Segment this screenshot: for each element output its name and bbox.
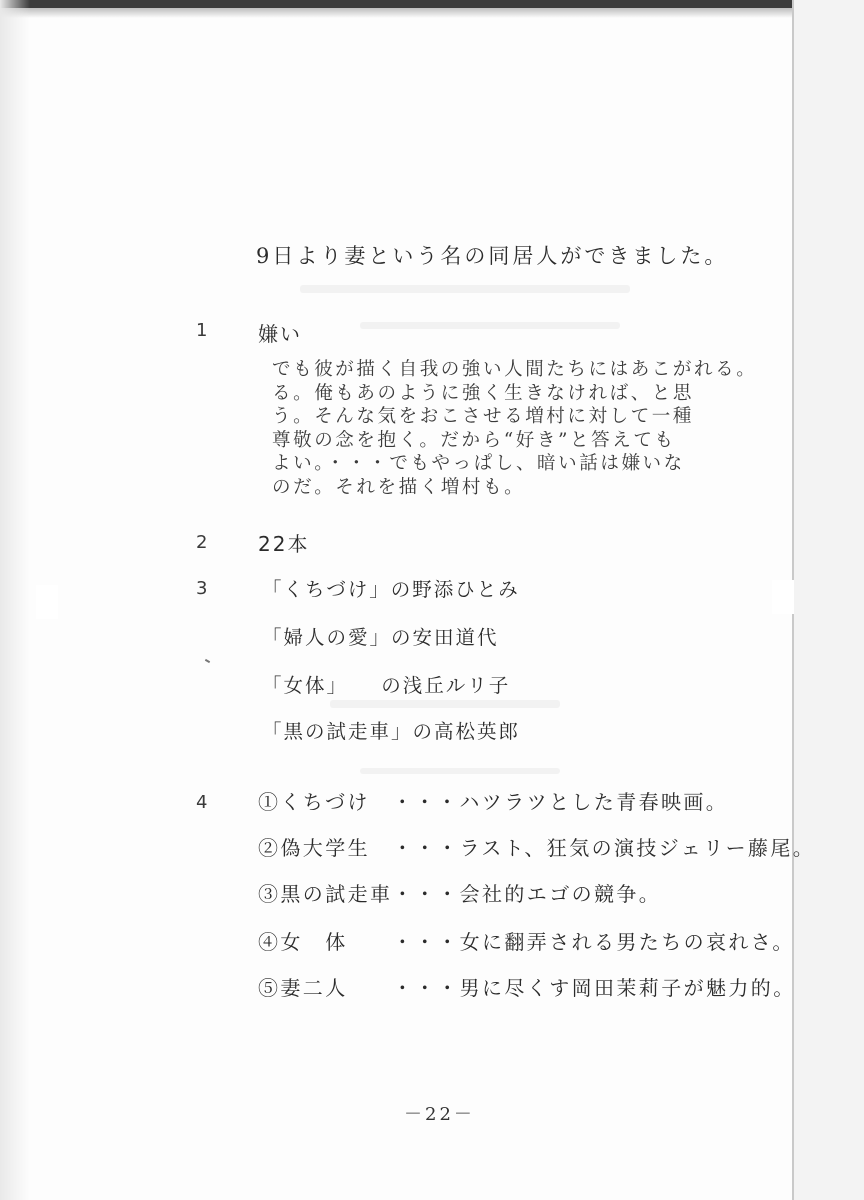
answer-1-line: う。そんな気をおこさせる増村に対して一種 (272, 406, 695, 427)
item-label-2: 22本 (258, 532, 310, 556)
item-number-4: 4 (196, 792, 208, 813)
work-line: 「くちづけ」の野添ひとみ (262, 578, 520, 601)
review-line: ③黒の試走車・・・会社的エゴの競争。 (258, 882, 662, 906)
item-number-2: 2 (196, 532, 208, 553)
item-label-1: 嫌い (258, 322, 302, 346)
item-number-3: 3 (196, 578, 208, 599)
review-line: ⑤妻二人 ・・・男に尽くす岡田茉莉子が魅力的。 (258, 976, 796, 1000)
right-tab-mark (772, 580, 794, 614)
scan-left-shadow (0, 0, 30, 1200)
work-line: 「婦人の愛」の安田道代 (262, 626, 499, 649)
answer-1-line: でも彼が描く自我の強い人間たちにはあこがれる。 (272, 359, 758, 380)
left-tab-mark (36, 585, 58, 619)
answer-1-line: のだ。それを描く増村も。 (272, 476, 526, 498)
bleed-through (300, 285, 630, 293)
review-line: ①くちづけ ・・・ハツラツとした青春映画。 (258, 790, 729, 814)
work-line: 「黒の試走車」の高松英郎 (262, 720, 521, 743)
bleed-through (330, 700, 560, 708)
review-line: ④女 体 ・・・女に翻弄される男たちの哀れさ。 (258, 930, 795, 954)
scan-top-shadow (0, 8, 864, 18)
answer-1-line: よい。・・・でもやっぱし、暗い話は嫌いな (272, 453, 685, 474)
scan-top-edge (0, 0, 864, 8)
stray-mark (205, 659, 210, 663)
bleed-through (360, 768, 560, 774)
page-title: 9日より妻という名の同居人ができました。 (256, 244, 729, 268)
item-number-1: 1 (196, 320, 208, 341)
bleed-through (360, 322, 620, 329)
answer-1-line: 尊敬の念を抱く。だから“好き”と答えても (272, 429, 676, 451)
work-line: 「女体」 の浅丘ルリ子 (262, 674, 511, 697)
answer-1-line: る。俺もあのように強く生きなければ、と思 (272, 382, 695, 404)
review-line: ②偽大学生 ・・・ラスト、狂気の演技ジェリー藤尾。 (258, 836, 816, 860)
answer-1-paragraph (272, 358, 772, 499)
next-page-strip (794, 0, 864, 1200)
page-number: －22－ (404, 1104, 475, 1125)
